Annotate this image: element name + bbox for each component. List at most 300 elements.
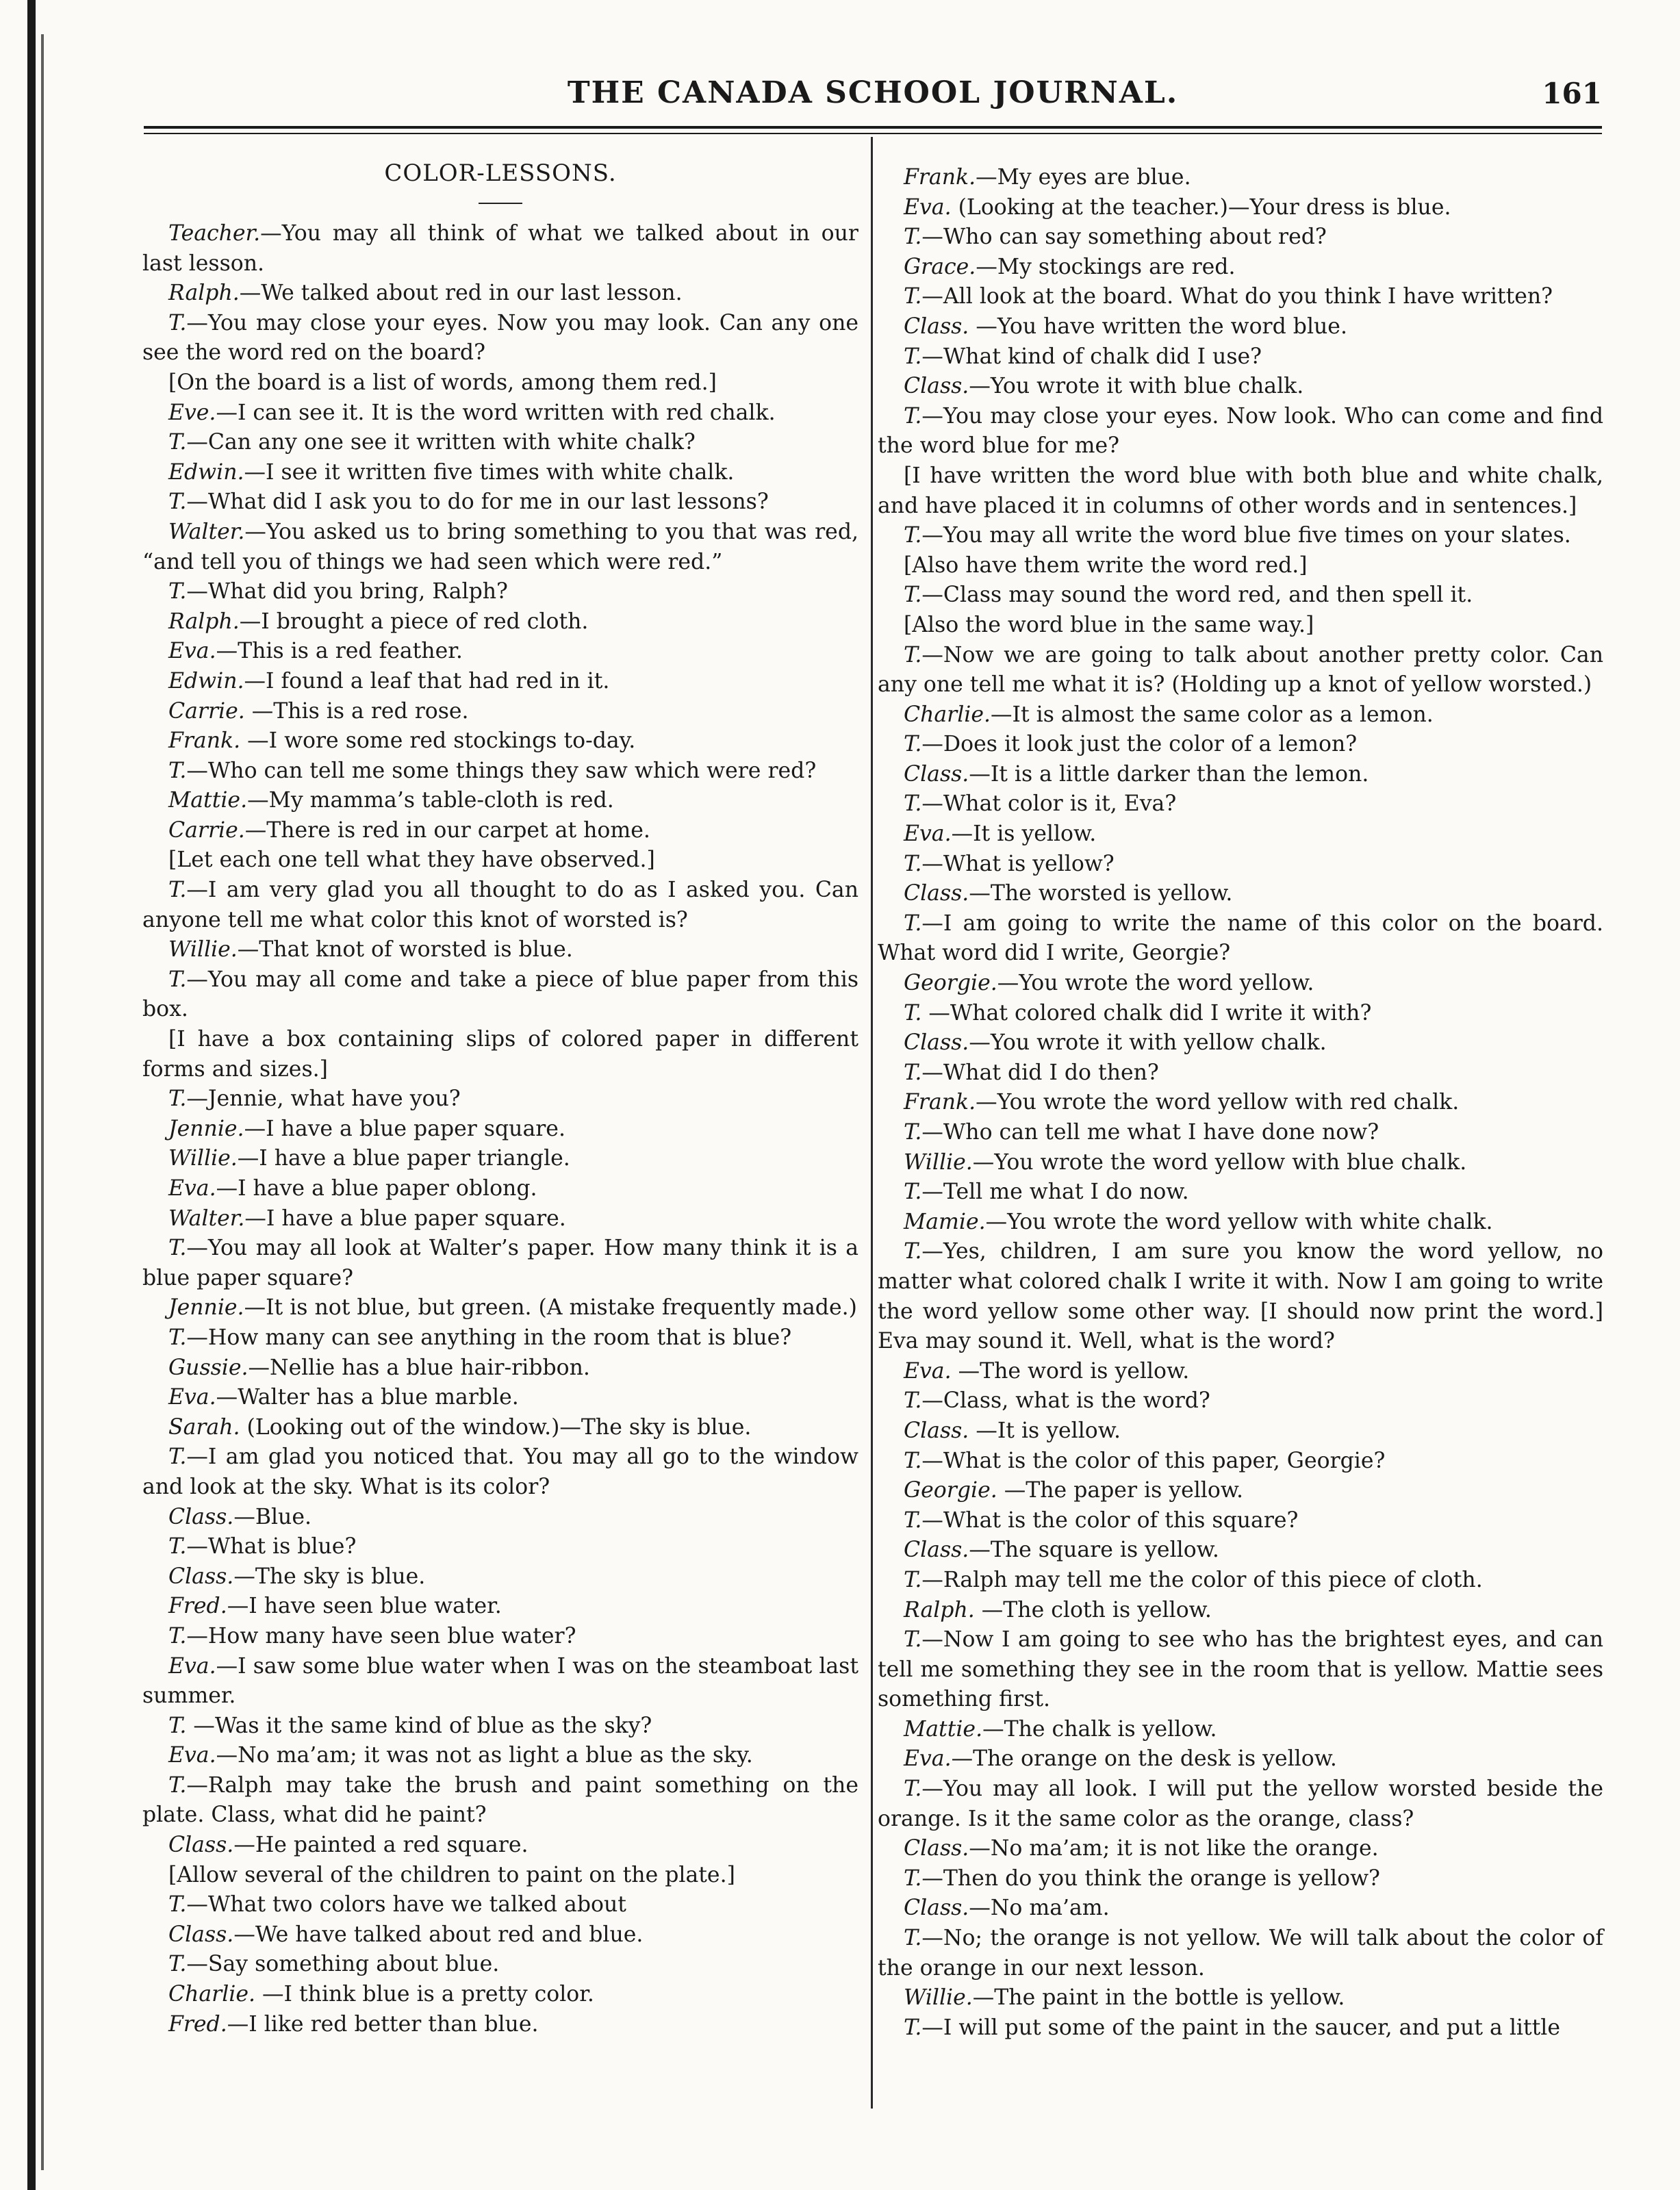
line-text: —This is a red feather. — [216, 639, 463, 664]
dialogue-line — [878, 1506, 1603, 1536]
line-text: —I like red better than blue. — [227, 2011, 539, 2037]
speaker-name: T. — [168, 579, 187, 604]
dialogue-line — [878, 730, 1603, 760]
journal-title: THE CANADA SCHOOL JOURNAL. — [567, 75, 1179, 110]
dialogue-line — [142, 1503, 858, 1533]
dialogue-line — [878, 1983, 1603, 2013]
dialogue-line — [878, 1864, 1603, 1894]
dialogue-line — [878, 193, 1603, 223]
binding-edge — [0, 0, 48, 2190]
line-text: —Walter has a blue marble. — [216, 1385, 519, 1410]
dialogue-line — [878, 312, 1603, 342]
line-text: —No ma’am. — [969, 1896, 1110, 1921]
speaker-name: Willie. — [904, 1149, 973, 1175]
dialogue-line — [142, 279, 858, 309]
line-text: —I can see it. It is the word written with red chalk. — [216, 400, 776, 425]
header-rule — [144, 126, 1602, 129]
speaker-name: Eva. — [168, 1653, 216, 1679]
speaker-name: Class. — [904, 314, 969, 339]
speaker-name: Edwin. — [168, 459, 244, 485]
speaker-name: Ralph. — [168, 609, 240, 634]
speaker-name: Eva. — [904, 822, 952, 847]
speaker-name: T. — [904, 344, 922, 369]
line-text: —The paint in the bottle is yellow. — [972, 1985, 1345, 2011]
speaker-name: T. — [904, 1567, 922, 1592]
dialogue-line — [878, 222, 1603, 253]
speaker-name: T. — [168, 1952, 187, 1977]
line-text: —I saw some blue water when I was on the steamboat last summer. — [142, 1653, 858, 1709]
speaker-name: T. — [904, 225, 922, 250]
line-text: —No ma’am; it is not like the orange. — [969, 1836, 1379, 1861]
dialogue-line — [142, 1831, 858, 1861]
speaker-name: T. — [168, 1236, 187, 1261]
dialogue-line — [142, 1861, 858, 1891]
dialogue-line — [142, 1413, 858, 1443]
line-text: —The square is yellow. — [969, 1538, 1219, 1563]
line-text: —I have a blue paper square. — [244, 1116, 565, 1141]
line-text: —I will put some of the paint in the saucer, and put a little — [921, 2015, 1561, 2040]
line-text: —Yes, children, I am sure you know the word yellow, no matter what colored chalk I write it with. Now I am going to write the word yellow some other way. [I should now print the word.] Eva may sound it. Well, what is the word? — [878, 1239, 1603, 1354]
line-text: —Does it look just the color of a lemon? — [921, 732, 1358, 757]
line-text: [On the board is a list of words, among them red.] — [168, 370, 717, 395]
dialogue-line — [142, 219, 858, 279]
dialogue-line — [142, 876, 858, 935]
dialogue-line — [878, 1774, 1603, 1834]
line-text: —I am very glad you all thought to do as I asked you. Can anyone tell me what color this knot of worsted is? — [142, 878, 858, 932]
line-text: —I wore some red stockings to-day. — [240, 728, 636, 754]
line-text: [Let each one tell what they have observed.] — [168, 848, 655, 873]
line-text: —I found a leaf that had red in it. — [244, 668, 610, 693]
speaker-name: T. — [904, 732, 922, 757]
dialogue-line — [878, 1148, 1603, 1178]
dialogue-line — [878, 1834, 1603, 1864]
dialogue-line — [878, 641, 1603, 700]
speaker-name: T. — [904, 642, 922, 667]
speaker-name: Carrie. — [168, 817, 245, 843]
line-text: —You may all write the word blue five times on your slates. — [921, 523, 1571, 548]
dialogue-line — [878, 611, 1603, 641]
speaker-name: T. — [904, 1926, 922, 1951]
speaker-name: Mamie. — [904, 1209, 986, 1234]
dialogue-line — [142, 518, 858, 577]
speaker-name: Class. — [904, 1896, 969, 1921]
line-text: —Ralph may take the brush and paint something on the plate. Class, what did he paint? — [142, 1772, 858, 1828]
line-text: —Now we are going to talk about another pretty color. Can any one tell me what it is? (Holding up a knot of yellow worsted.) — [878, 642, 1603, 698]
speaker-name: Edwin. — [168, 668, 244, 693]
speaker-name: T. — [168, 1086, 187, 1112]
line-text: —All look at the board. What do you think I have written? — [921, 284, 1553, 309]
speaker-name: Mattie. — [168, 788, 248, 813]
dialogue-line — [878, 1237, 1603, 1356]
line-text: [Allow several of the children to paint on the plate.] — [168, 1862, 735, 1887]
dialogue-line — [142, 1592, 858, 1622]
column-divider — [871, 137, 873, 2109]
line-text: —That knot of worsted is blue. — [237, 937, 573, 963]
line-text: —How many can see anything in the room that is blue? — [186, 1325, 792, 1350]
dialogue-line — [142, 786, 858, 816]
line-text: —You may close your eyes. Now you may look. Can any one see the word red on the board? — [142, 310, 858, 366]
line-text: —Nellie has a blue hair-ribbon. — [248, 1355, 590, 1380]
dialogue-line — [878, 1596, 1603, 1626]
line-text: —Then do you think the orange is yellow? — [921, 1866, 1380, 1891]
line-text: —I brought a piece of red cloth. — [239, 609, 589, 634]
speaker-name: T. — [168, 1444, 187, 1470]
line-text: —No; the orange is not yellow. We will talk about the color of the orange in our next lesson. — [878, 1926, 1603, 1981]
speaker-name: Eva. — [904, 1358, 952, 1384]
header-rule-thin — [144, 133, 1602, 134]
speaker-name: Eva. — [168, 1743, 216, 1768]
dialogue-line — [142, 458, 858, 488]
dialogue-line — [878, 969, 1603, 999]
line-text: —I am going to write the name of this color on the board. What word did I write, Georgie? — [878, 911, 1603, 966]
line-text: (Looking out of the window.)—The sky is blue. — [240, 1414, 752, 1440]
dialogue-line — [878, 789, 1603, 819]
line-text: —I think blue is a pretty color. — [255, 1982, 594, 2007]
dialogue-line — [878, 282, 1603, 312]
dialogue-line — [878, 342, 1603, 372]
dialogue-line — [142, 1890, 858, 1920]
speaker-name: Eva. — [168, 1176, 216, 1201]
dialogue-line — [142, 637, 858, 667]
speaker-name: T. — [904, 523, 922, 548]
speaker-name: Ralph. — [168, 281, 240, 306]
speaker-name: Fred. — [168, 1594, 227, 1619]
speaker-name: T. — [904, 403, 922, 429]
dialogue-line — [142, 1323, 858, 1353]
speaker-name: T. — [904, 851, 922, 876]
speaker-name: Class. — [904, 881, 969, 906]
speaker-name: Frank. — [904, 1090, 976, 1115]
speaker-name: Class. — [168, 1564, 234, 1589]
dialogue-line — [142, 1144, 858, 1174]
speaker-name: Class. — [904, 1030, 969, 1056]
line-text: —What is yellow? — [921, 851, 1115, 876]
line-text: —What did I ask you to do for me in our last lessons? — [186, 489, 769, 515]
dialogue-line — [142, 1025, 858, 1084]
dialogue-line — [878, 760, 1603, 790]
speaker-name: Class. — [904, 761, 969, 787]
speaker-name: Willie. — [168, 1146, 238, 1171]
line-text: —You may all think of what we talked about in our last lesson. — [142, 221, 858, 276]
speaker-name: T. — [168, 1713, 187, 1738]
speaker-name: Grace. — [904, 254, 976, 279]
line-text: —No ma’am; it was not as light a blue as the sky. — [216, 1743, 753, 1768]
speaker-name: T. — [168, 967, 187, 992]
line-text: —Now I am going to see who has the brightest eyes, and can tell me something they see in the room that is yellow. Mattie sees something first. — [878, 1627, 1603, 1712]
line-text: —I am glad you noticed that. You may all go to the window and look at the sky. What is its color? — [142, 1444, 858, 1499]
right-column — [878, 155, 1603, 2043]
speaker-name: Class. — [904, 1836, 969, 1861]
dialogue-line — [878, 1177, 1603, 1208]
speaker-name: Class. — [904, 1418, 969, 1443]
left-column-body — [142, 219, 858, 2039]
line-text: —You wrote the word yellow with blue chalk. — [972, 1149, 1467, 1175]
dialogue-line — [142, 1980, 858, 2010]
dialogue-line — [878, 999, 1603, 1029]
dialogue-line — [878, 163, 1603, 193]
line-text: —You wrote it with yellow chalk. — [969, 1030, 1327, 1056]
line-text: [Also the word blue in the same way.] — [904, 612, 1314, 637]
speaker-name: T. — [904, 911, 922, 936]
dialogue-line — [878, 1118, 1603, 1148]
line-text: —It is a little darker than the lemon. — [969, 761, 1369, 787]
line-text: —Who can tell me what I have done now? — [921, 1120, 1379, 1145]
speaker-name: Carrie. — [168, 698, 245, 724]
dialogue-line — [878, 1894, 1603, 1924]
line-text: —We talked about red in our last lesson. — [239, 281, 683, 306]
line-text: [I have a box containing slips of colored paper in different forms and sizes.] — [142, 1027, 858, 1082]
speaker-name: Sarah. — [168, 1414, 240, 1440]
speaker-name: T. — [904, 284, 922, 309]
line-text: —You asked us to bring something to you that was red, “and tell you of things we had seen which were red.” — [142, 519, 858, 574]
speaker-name: T. — [168, 758, 187, 783]
line-text: —The sky is blue. — [233, 1564, 426, 1589]
speaker-name: Gussie. — [168, 1355, 249, 1380]
dialogue-line — [142, 935, 858, 965]
dialogue-line — [878, 1416, 1603, 1447]
dialogue-line — [142, 398, 858, 429]
line-text: —Say something about blue. — [186, 1952, 500, 1977]
line-text: —The chalk is yellow. — [982, 1716, 1217, 1742]
line-text: —What colored chalk did I write it with? — [921, 1000, 1372, 1026]
speaker-name: T. — [904, 791, 922, 817]
line-text: —The cloth is yellow. — [974, 1597, 1212, 1622]
line-text: —Can any one see it written with white chalk? — [186, 430, 696, 455]
speaker-name: T. — [168, 489, 187, 515]
line-text: —You wrote the word yellow with red chalk. — [976, 1090, 1460, 1115]
dialogue-line — [878, 1476, 1603, 1506]
article-title: COLOR-LESSONS. — [384, 160, 617, 187]
dialogue-line — [878, 909, 1603, 969]
speaker-name: Frank. — [168, 728, 241, 754]
line-text: [Also have them write the word red.] — [904, 552, 1308, 578]
line-text: —What is the color of this paper, Georgie? — [921, 1448, 1386, 1473]
line-text: —You wrote the word yellow. — [997, 971, 1314, 996]
line-text: —Who can tell me some things they saw which were red? — [186, 758, 817, 783]
speaker-name: Georgie. — [904, 971, 997, 996]
dialogue-line — [142, 1711, 858, 1742]
dialogue-line — [878, 1566, 1603, 1596]
speaker-name: T. — [904, 1627, 922, 1653]
line-text: —You wrote it with blue chalk. — [969, 374, 1304, 399]
dialogue-line — [878, 253, 1603, 283]
speaker-name: Jennie. — [168, 1295, 244, 1321]
speaker-name: T. — [168, 1325, 187, 1350]
dialogue-line — [878, 1715, 1603, 1745]
dialogue-line — [142, 1562, 858, 1592]
dialogue-line — [878, 1625, 1603, 1715]
line-text: —Tell me what I do now. — [921, 1180, 1189, 1205]
dialogue-line — [142, 1204, 858, 1234]
speaker-name: T. — [168, 430, 187, 455]
line-text: —My mamma’s table-cloth is red. — [247, 788, 614, 813]
line-text: —The word is yellow. — [951, 1358, 1190, 1384]
speaker-name: Frank. — [904, 165, 976, 190]
dialogue-line — [142, 1622, 858, 1652]
speaker-name: Walter. — [168, 519, 245, 544]
dialogue-line — [142, 309, 858, 368]
speaker-name: Walter. — [168, 1206, 245, 1231]
speaker-name: Willie. — [904, 1985, 973, 2011]
line-text: —I have a blue paper triangle. — [237, 1146, 570, 1171]
line-text: —My stockings are red. — [976, 254, 1236, 279]
speaker-name: T. — [904, 1388, 922, 1414]
dialogue-line — [878, 1088, 1603, 1118]
dialogue-line — [142, 726, 858, 756]
line-text: —You may close your eyes. Now look. Who can come and find the word blue for me? — [878, 403, 1603, 459]
speaker-name: Eva. — [904, 194, 952, 220]
speaker-name: T. — [904, 2015, 922, 2040]
speaker-name: T. — [168, 1534, 187, 1559]
line-text: —Blue. — [233, 1504, 311, 1529]
line-text: —I have seen blue water. — [227, 1594, 502, 1619]
speaker-name: T. — [904, 1507, 922, 1533]
dialogue-line — [142, 1532, 858, 1562]
dialogue-line — [878, 402, 1603, 461]
line-text: —You may all look. I will put the yellow worsted beside the orange. Is it the same color as the orange, class? — [878, 1777, 1603, 1831]
dialogue-line — [878, 551, 1603, 581]
speaker-name: Class. — [904, 1538, 969, 1563]
speaker-name: Eve. — [168, 400, 216, 425]
right-column-body — [878, 163, 1603, 2043]
speaker-name: Eva. — [904, 1746, 952, 1772]
line-text: —Was it the same kind of blue as the sky? — [186, 1713, 652, 1738]
dialogue-line — [878, 1058, 1603, 1088]
title-rule — [479, 203, 522, 204]
line-text: —It is yellow. — [969, 1418, 1121, 1443]
speaker-name: T. — [904, 1777, 922, 1802]
dialogue-line — [878, 1744, 1603, 1774]
dialogue-line — [878, 1924, 1603, 1983]
dialogue-line — [878, 1447, 1603, 1477]
line-text: —You may all look at Walter’s paper. How many think it is a blue paper square? — [142, 1236, 858, 1290]
dialogue-line — [142, 1652, 858, 1711]
line-text: —Class, what is the word? — [921, 1388, 1210, 1414]
line-text: —I see it written five times with white chalk. — [244, 459, 735, 485]
speaker-name: T. — [904, 1060, 922, 1085]
dialogue-line — [878, 2013, 1603, 2043]
speaker-name: T. — [904, 1239, 922, 1264]
speaker-name: Eva. — [168, 1385, 216, 1410]
dialogue-line — [878, 1386, 1603, 1416]
speaker-name: Class. — [168, 1504, 234, 1529]
dialogue-line — [142, 1920, 858, 1950]
speaker-name: Jennie. — [168, 1116, 244, 1141]
dialogue-line — [878, 879, 1603, 909]
dialogue-line — [878, 521, 1603, 551]
dialogue-line — [878, 1028, 1603, 1058]
speaker-name: T. — [904, 1120, 922, 1145]
line-text: —Ralph may tell me the color of this piece of cloth. — [921, 1567, 1483, 1592]
dialogue-line — [142, 1115, 858, 1145]
dialogue-line — [142, 1234, 858, 1293]
line-text: —There is red in our carpet at home. — [244, 817, 650, 843]
dialogue-line — [878, 1208, 1603, 1238]
dialogue-line — [142, 577, 858, 607]
dialogue-line — [878, 819, 1603, 850]
line-text: —My eyes are blue. — [976, 165, 1191, 190]
page-header — [144, 75, 1602, 123]
dialogue-line — [142, 1771, 858, 1831]
line-text: —The worsted is yellow. — [969, 881, 1233, 906]
dialogue-line — [878, 372, 1603, 402]
line-text: (Looking at the teacher.)—Your dress is blue. — [951, 194, 1451, 220]
dialogue-line — [142, 368, 858, 398]
dialogue-line — [142, 1084, 858, 1115]
speaker-name: T. — [904, 1180, 922, 1205]
line-text: —You have written the word blue. — [969, 314, 1347, 339]
speaker-name: T. — [904, 1448, 922, 1473]
speaker-name: T. — [168, 1772, 187, 1798]
dialogue-line — [142, 1174, 858, 1204]
line-text: —How many have seen blue water? — [186, 1623, 576, 1648]
line-text: —Who can say something about red? — [921, 225, 1327, 250]
line-text: —I have a blue paper square. — [244, 1206, 566, 1231]
left-column — [142, 155, 858, 2039]
dialogue-line — [142, 1442, 858, 1502]
speaker-name: Charlie. — [904, 702, 991, 727]
dialogue-line — [142, 1950, 858, 1980]
line-text: —It is not blue, but green. (A mistake frequently made.) — [244, 1295, 857, 1321]
speaker-name: Charlie. — [168, 1982, 256, 2007]
line-text: —Jennie, what have you? — [186, 1086, 461, 1112]
dialogue-line — [142, 965, 858, 1025]
line-text: —What is the color of this square? — [921, 1507, 1299, 1533]
line-text: —What did I do then? — [921, 1060, 1159, 1085]
dialogue-line — [142, 1741, 858, 1771]
page-number: 161 — [1542, 77, 1602, 110]
dialogue-line — [142, 816, 858, 846]
speaker-name: T. — [904, 1866, 922, 1891]
dialogue-line — [142, 1383, 858, 1413]
dialogue-line — [142, 756, 858, 787]
speaker-name: Fred. — [168, 2011, 227, 2037]
line-text: —What two colors have we talked about — [186, 1892, 626, 1918]
speaker-name: Teacher. — [168, 221, 261, 246]
line-text: —Class may sound the word red, and then spell it. — [921, 583, 1473, 608]
line-text: —What did you bring, Ralph? — [186, 579, 508, 604]
speaker-name: Georgie. — [904, 1478, 997, 1503]
speaker-name: Class. — [168, 1922, 234, 1947]
line-text: [I have written the word blue with both blue and white chalk, and have placed it in columns of other words and in sentences.] — [878, 463, 1603, 518]
dialogue-line — [878, 1536, 1603, 1566]
speaker-name: T. — [904, 1000, 922, 1026]
line-text: —We have talked about red and blue. — [233, 1922, 644, 1947]
speaker-name: Willie. — [168, 937, 238, 963]
dialogue-line — [142, 697, 858, 727]
dialogue-line — [142, 428, 858, 458]
speaker-name: T. — [168, 1623, 187, 1648]
line-text: —What color is it, Eva? — [921, 791, 1177, 817]
speaker-name: Eva. — [168, 639, 216, 664]
line-text: —This is a red rose. — [244, 698, 469, 724]
speaker-name: T. — [168, 878, 187, 903]
dialogue-line — [142, 607, 858, 637]
line-text: —You wrote the word yellow with white chalk. — [985, 1209, 1493, 1234]
dialogue-line — [878, 1357, 1603, 1387]
speaker-name: Ralph. — [904, 1597, 975, 1622]
dialogue-line — [878, 700, 1603, 730]
dialogue-line — [142, 667, 858, 697]
line-text: —You may all come and take a piece of blue paper from this box. — [142, 967, 858, 1022]
line-text: —It is yellow. — [951, 822, 1097, 847]
line-text: —The orange on the desk is yellow. — [951, 1746, 1337, 1772]
dialogue-line — [142, 487, 858, 518]
speaker-name: Mattie. — [904, 1716, 983, 1742]
dialogue-line — [142, 845, 858, 876]
line-text: —It is almost the same color as a lemon. — [991, 702, 1434, 727]
line-text: —I have a blue paper oblong. — [216, 1176, 537, 1201]
